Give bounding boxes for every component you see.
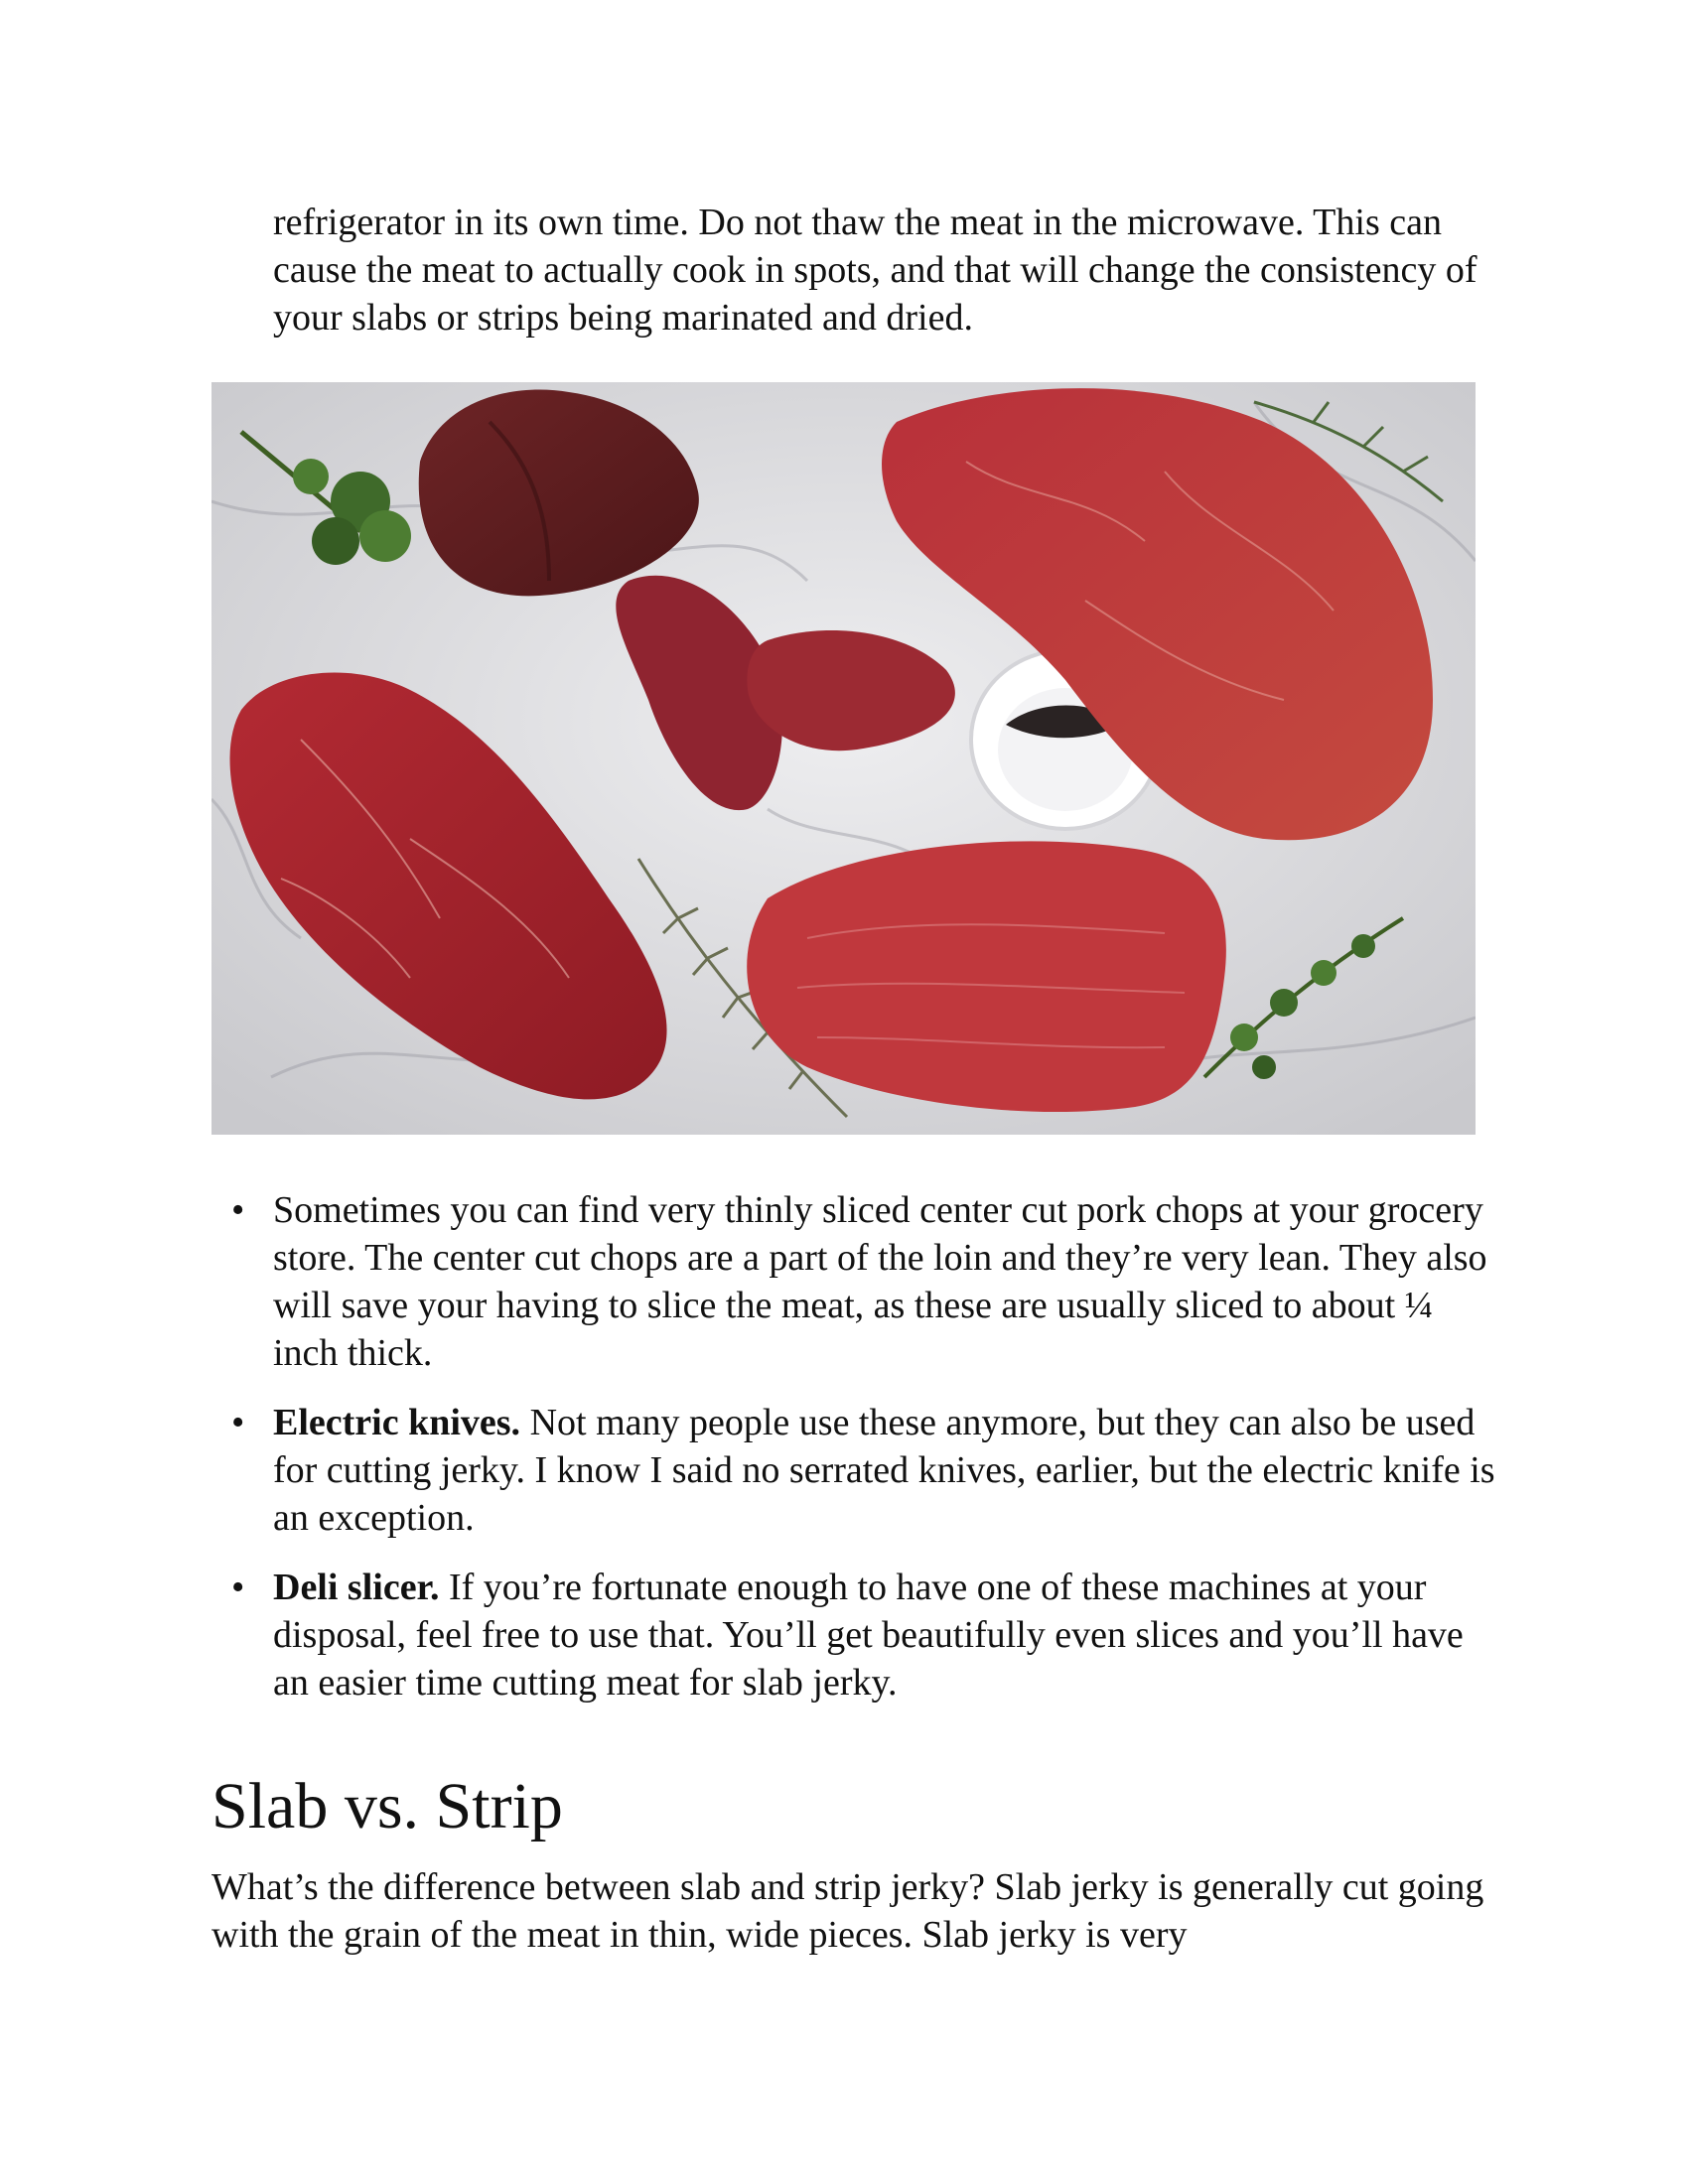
bullet-marker: • bbox=[231, 1567, 245, 1608]
intro-paragraph: refrigerator in its own time. Do not thaw the meat in the microwave. This can cause the meat to actually cook in spots, and that will change the consistency of your slabs or strips being marinated and dried. bbox=[273, 202, 1477, 339]
bullet-marker: • bbox=[231, 1402, 245, 1443]
section-heading: Slab vs. Strip bbox=[211, 1770, 563, 1843]
list-item bbox=[211, 1564, 1502, 1706]
eye-of-round-roast bbox=[747, 841, 1226, 1112]
closing-paragraph: What’s the difference between slab and strip jerky? Slab jerky is generally cut going with the grain of the meat in thin, wide pieces. Slab jerky is very bbox=[211, 1866, 1484, 1956]
bullet-text: Sometimes you can find very thinly sliced center cut pork chops at your grocery store. The center cut chops are a part of the loin and they’re very lean. They also will save your having to slice the meat, as these are usually sliced to about ¼ inch thick. bbox=[273, 1189, 1487, 1374]
bullet-lead: Electric knives. bbox=[273, 1402, 521, 1443]
bullet-text: Not many people use these anymore, but they can also be used for cutting jerky. I know I said no serrated knives, earlier, but the electric knife is an exception. bbox=[273, 1402, 1495, 1539]
list-item bbox=[211, 1186, 1502, 1377]
raw-beef-cuts-photo bbox=[211, 382, 1476, 1135]
photo-illustration bbox=[211, 382, 1476, 1135]
tools-bullet-list bbox=[211, 1186, 1502, 1728]
bullet-marker: • bbox=[231, 1189, 245, 1231]
bullet-text: If you’re fortunate enough to have one of these machines at your disposal, feel free to use that. You’ll get beautifully even slices and you’ll have an easier time cutting meat for slab jerky. bbox=[273, 1567, 1464, 1704]
bullet-lead: Deli slicer. bbox=[273, 1567, 440, 1608]
list-item bbox=[211, 1399, 1502, 1542]
